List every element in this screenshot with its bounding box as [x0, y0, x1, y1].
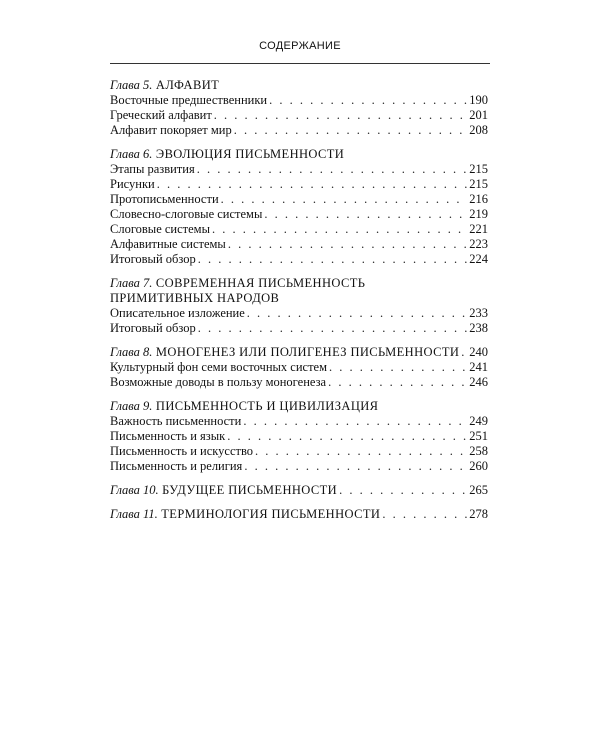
entry-page: 219 — [469, 207, 488, 221]
chapter-5 — [110, 78, 488, 138]
entry-page: 223 — [469, 237, 488, 251]
chapter-9 — [110, 399, 488, 474]
toc-entry[interactable] — [110, 429, 488, 444]
chapter-number: Глава 8. — [110, 345, 153, 359]
dot-leader — [339, 483, 467, 498]
toc-entry[interactable] — [110, 222, 488, 237]
toc-entry[interactable] — [110, 162, 488, 177]
dot-leader — [214, 108, 467, 123]
dot-leader — [221, 192, 468, 207]
chapter-title: ПИСЬМЕННОСТЬ И ЦИВИЛИЗАЦИЯ — [155, 399, 379, 413]
toc-entry[interactable] — [110, 93, 488, 108]
entry-label: Важность письменности — [110, 414, 242, 428]
dot-leader — [234, 123, 468, 138]
entry-label: Алфавитные системы — [110, 237, 226, 251]
entry-page: 215 — [469, 177, 488, 191]
chapter-7 — [110, 276, 488, 336]
dot-leader — [197, 162, 468, 177]
toc-entry[interactable] — [110, 459, 488, 474]
table-of-contents — [110, 78, 488, 531]
chapter-title: ТЕРМИНОЛОГИЯ ПИСЬМЕННОСТИ — [161, 507, 381, 521]
chapter-heading[interactable] — [110, 483, 488, 498]
dot-leader — [382, 507, 467, 522]
entry-label: Возможные доводы в пользу моногенеза — [110, 375, 327, 389]
chapter-heading[interactable] — [110, 399, 488, 414]
entry-page: 260 — [469, 459, 488, 473]
chapter-number: Глава 7. — [110, 276, 153, 290]
toc-entry[interactable] — [110, 375, 488, 390]
entry-label: Описательное изложение — [110, 306, 245, 320]
entry-page: 190 — [469, 93, 488, 107]
chapter-number: Глава 11. — [110, 507, 158, 521]
entry-page: 233 — [469, 306, 488, 320]
chapter-10 — [110, 483, 488, 498]
toc-entry[interactable] — [110, 360, 488, 375]
dot-leader — [198, 252, 468, 267]
entry-label: Рисунки — [110, 177, 155, 191]
chapter-number: Глава 9. — [110, 399, 153, 413]
chapter-heading[interactable] — [110, 78, 488, 93]
dot-leader — [198, 321, 468, 336]
entry-page: 241 — [469, 360, 488, 374]
chapter-title: ЭВОЛЮЦИЯ ПИСЬМЕННОСТИ — [155, 147, 345, 161]
dot-leader — [328, 375, 467, 390]
toc-entry[interactable] — [110, 237, 488, 252]
chapter-page: 265 — [469, 483, 488, 497]
chapter-heading[interactable] — [110, 147, 488, 162]
entry-page: 224 — [469, 252, 488, 266]
chapter-number: Глава 6. — [110, 147, 153, 161]
chapter-title-line-2: ПРИМИТИВНЫХ НАРОДОВ — [110, 291, 280, 305]
chapter-title: МОНОГЕНЕЗ ИЛИ ПОЛИГЕНЕЗ ПИСЬМЕННОСТИ — [155, 345, 460, 359]
header-divider — [110, 63, 490, 64]
entry-label: Итоговый обзор — [110, 321, 196, 335]
chapter-title-line-1: СОВРЕМЕННАЯ ПИСЬМЕННОСТЬ — [155, 276, 366, 290]
toc-entry[interactable] — [110, 108, 488, 123]
entry-page: 238 — [469, 321, 488, 335]
toc-entry[interactable] — [110, 177, 488, 192]
chapter-page: 278 — [469, 507, 488, 521]
entry-page: 258 — [469, 444, 488, 458]
dot-leader — [264, 207, 467, 222]
dot-leader — [212, 222, 467, 237]
entry-page: 201 — [469, 108, 488, 122]
dot-leader — [228, 237, 467, 252]
chapter-number: Глава 5. — [110, 78, 153, 92]
chapter-8 — [110, 345, 488, 390]
toc-entry[interactable] — [110, 321, 488, 336]
entry-page: 221 — [469, 222, 488, 236]
entry-label: Алфавит покоряет мир — [110, 123, 232, 137]
dot-leader — [255, 444, 467, 459]
dot-leader — [244, 459, 467, 474]
entry-label: Словесно-слоговые системы — [110, 207, 263, 221]
chapter-6 — [110, 147, 488, 267]
dot-leader — [243, 414, 467, 429]
toc-entry[interactable] — [110, 192, 488, 207]
toc-entry[interactable] — [110, 414, 488, 429]
entry-label: Письменность и искусство — [110, 444, 254, 458]
entry-label: Слоговые системы — [110, 222, 210, 236]
chapter-heading[interactable] — [110, 345, 488, 360]
entry-label: Греческий алфавит — [110, 108, 212, 122]
chapter-title: АЛФАВИТ — [155, 78, 220, 92]
entry-page: 215 — [469, 162, 488, 176]
entry-label: Восточные предшественники — [110, 93, 268, 107]
chapter-11 — [110, 507, 488, 522]
entry-label: Культурный фон семи восточных систем — [110, 360, 328, 374]
toc-entry[interactable] — [110, 252, 488, 267]
chapter-heading[interactable] — [110, 276, 488, 291]
entry-label: Письменность и религия — [110, 459, 243, 473]
toc-entry[interactable] — [110, 444, 488, 459]
dot-leader — [247, 306, 467, 321]
entry-page: 251 — [469, 429, 488, 443]
entry-page: 249 — [469, 414, 488, 428]
dot-leader — [269, 93, 467, 108]
dot-leader — [227, 429, 467, 444]
dot-leader — [329, 360, 467, 375]
toc-entry[interactable] — [110, 207, 488, 222]
entry-label: Этапы развития — [110, 162, 195, 176]
entry-page: 246 — [469, 375, 488, 389]
entry-page: 216 — [469, 192, 488, 206]
chapter-heading[interactable] — [110, 507, 488, 522]
toc-entry[interactable] — [110, 306, 488, 321]
entry-label: Итоговый обзор — [110, 252, 196, 266]
entry-label: Протописьменности — [110, 192, 219, 206]
toc-entry[interactable] — [110, 123, 488, 138]
dot-leader — [157, 177, 468, 192]
chapter-page: 240 — [469, 345, 488, 359]
page-header: СОДЕРЖАНИЕ — [259, 40, 341, 52]
entry-label: Письменность и язык — [110, 429, 226, 443]
chapter-number: Глава 10. — [110, 483, 159, 497]
entry-page: 208 — [469, 123, 488, 137]
chapter-title: БУДУЩЕЕ ПИСЬМЕННОСТИ — [162, 483, 338, 497]
